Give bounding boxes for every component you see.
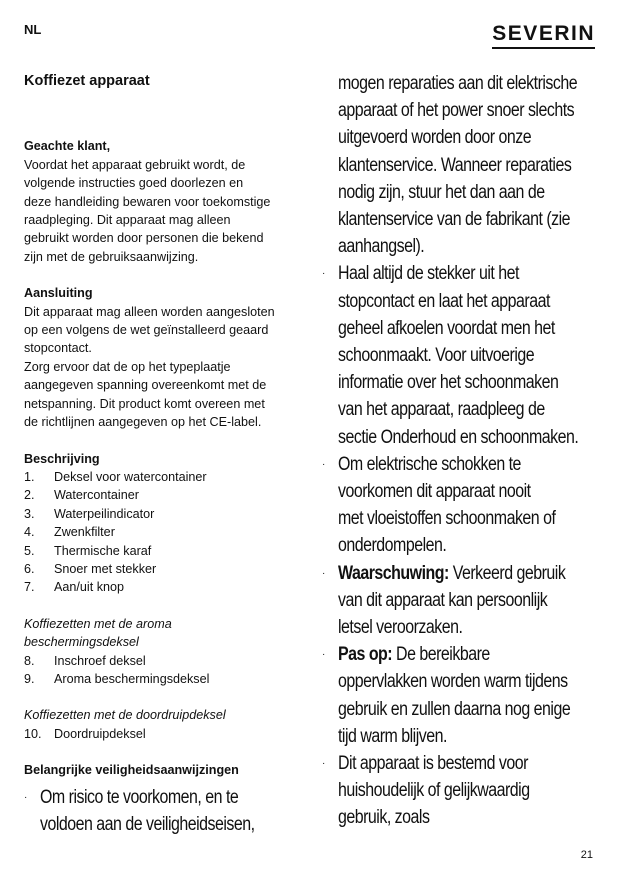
safety-bullet-1-continued (338, 70, 578, 260)
safety-line: oppervlakken worden warm tijdens (338, 671, 568, 693)
safety-line: van dit apparaat kan persoonlijk (338, 589, 548, 611)
safety-line: aanhangsel). (338, 236, 425, 258)
list-item: 1. Deksel voor watercontainer (24, 469, 207, 484)
safety-bullet-1 (24, 784, 309, 838)
connection-line: de richtlijnen aangegeven op het CE-label. (24, 415, 262, 430)
parts-list (24, 468, 309, 597)
list-item: 9. Aroma beschermingsdeksel (24, 671, 210, 686)
bullet-icon: · (322, 458, 325, 470)
safety-line: nodig zijn, stuur het dan aan de (338, 181, 545, 203)
page-number: 21 (580, 849, 593, 861)
safety-line: Dit apparaat is bestemd voor (338, 753, 528, 775)
safety-line: stopcontact en laat het apparaat (338, 290, 550, 312)
greeting-line: zijn met de gebruiksaanwijzing. (24, 249, 199, 264)
description-heading: Beschrijving (24, 451, 100, 466)
safety-line: De bereikbare (392, 644, 490, 666)
connection-line: Zorg ervoor dat de op het typeplaatje (24, 359, 231, 374)
greeting-line: raadpleging. Dit apparaat mag alleen (24, 213, 231, 228)
aroma-parts-list (24, 652, 309, 689)
list-item: 8. Inschroef deksel (24, 653, 146, 668)
safety-line: met vloeistoffen schoonmaken of (338, 508, 556, 530)
document-title: Koffiezet apparaat (24, 73, 150, 89)
safety-bullet-2 (322, 260, 602, 450)
left-column (24, 72, 309, 838)
list-item: 4. Zwenkfilter (24, 525, 115, 540)
aroma-subheading: beschermingsdeksel (24, 635, 139, 650)
safety-line: Om risico te voorkomen, en te (40, 786, 239, 808)
right-column (322, 70, 602, 832)
language-code: NL (24, 22, 42, 37)
safety-line: letsel veroorzaken. (338, 617, 463, 639)
safety-heading: Belangrijke veiligheidsaanwijzingen (24, 763, 239, 778)
safety-bullet-3 (322, 451, 602, 560)
drip-parts-list (24, 725, 309, 743)
safety-line: informatie over het schoonmaken (338, 372, 559, 394)
safety-line: onderdompelen. (338, 535, 447, 557)
safety-bullet-4 (322, 560, 602, 642)
safety-line: geheel afkoelen voordat men het (338, 317, 555, 339)
connection-line: Dit apparaat mag alleen worden aangesloten (24, 304, 275, 319)
bullet-icon: · (322, 268, 325, 280)
caution-label: Pas op: (338, 644, 393, 666)
safety-line: voorkomen dit apparaat nooit (338, 481, 531, 503)
greeting-line: deze handleiding bewaren voor toekomstige (24, 194, 271, 209)
list-item: 5. Thermische karaf (24, 543, 152, 558)
bullet-icon: · (322, 567, 325, 579)
safety-line: Om elektrische schokken te (338, 453, 521, 475)
safety-line: tijd warm blijven. (338, 725, 447, 747)
safety-line: voldoen aan de veiligheidseisen, (40, 813, 255, 835)
safety-line: uitgevoerd worden door onze (338, 127, 532, 149)
aroma-subheading: Koffiezetten met de aroma (24, 616, 172, 631)
list-item: 3. Waterpeilindicator (24, 506, 155, 521)
connection-line: netspanning. Dit product komt overeen met (24, 396, 265, 411)
greeting-line: Voordat het apparaat gebruikt wordt, de (24, 157, 246, 172)
greeting-line: gebruikt worden door personen die bekend (24, 231, 264, 246)
connection-line: aangegeven spanning overeenkomt met de (24, 378, 267, 393)
safety-line: mogen reparaties aan dit elektrische (338, 73, 578, 94)
warning-label: Waarschuwing: (338, 562, 449, 584)
connection-line: stopcontact. (24, 341, 92, 356)
safety-line: klantenservice. Wanneer reparaties (338, 154, 572, 176)
safety-line: Verkeerd gebruik (448, 562, 566, 584)
safety-line: sectie Onderhoud en schoonmaken. (338, 426, 579, 448)
connection-heading: Aansluiting (24, 286, 93, 301)
list-item: 6. Snoer met stekker (24, 561, 157, 576)
bullet-icon: · (322, 649, 325, 661)
brand-logo: SEVERIN (492, 22, 595, 45)
safety-bullet-5 (322, 641, 602, 750)
safety-line: gebruik en zullen daarna nog enige (338, 698, 571, 720)
safety-line: huishoudelijk of gelijkwaardig (338, 780, 530, 802)
greeting-line: volgende instructies goed doorlezen en (24, 176, 244, 191)
safety-line: schoonmaakt. Voor uitvoerige (338, 345, 535, 367)
connection-line: op een volgens de wet geïnstalleerd geaard (24, 323, 269, 338)
safety-line: van het apparaat, raadpleeg de (338, 399, 545, 421)
list-item: 2. Watercontainer (24, 488, 139, 503)
list-item: 10. Doordruipdeksel (24, 726, 146, 741)
safety-line: klantenservice van de fabrikant (zie (338, 209, 571, 231)
safety-bullet-6 (322, 750, 602, 832)
bullet-icon: · (24, 791, 27, 803)
drip-subheading: Koffiezetten met de doordruipdeksel (24, 708, 226, 723)
list-item: 7. Aan/uit knop (24, 580, 125, 595)
greeting-heading: Geachte klant, (24, 139, 111, 154)
safety-line: Haal altijd de stekker uit het (338, 263, 519, 285)
bullet-icon: · (322, 758, 325, 770)
safety-line: apparaat of het power snoer slechts (338, 100, 575, 122)
safety-line: gebruik, zoals (338, 807, 430, 829)
